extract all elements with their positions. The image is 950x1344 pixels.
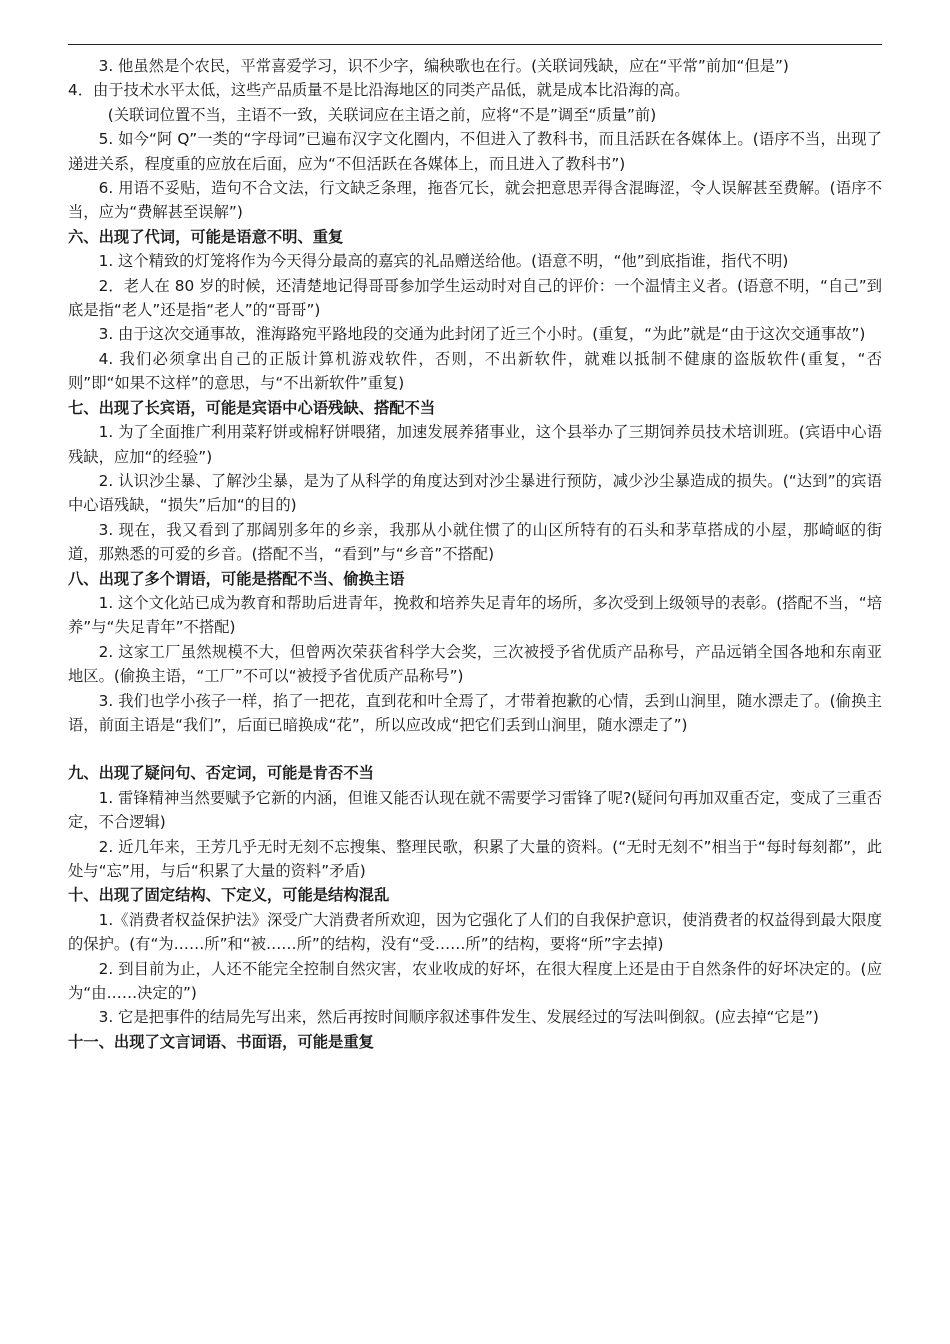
section-heading: 十、出现了固定结构、下定义，可能是结构混乱 bbox=[68, 886, 390, 905]
section-heading: 七、出现了长宾语，可能是宾语中心语残缺、搭配不当 bbox=[68, 398, 436, 417]
example-paragraph: 2. 认识沙尘暴、了解沙尘暴，是为了从科学的角度达到对沙尘暴进行预防，减少沙尘暴造成的损失。(“达到”的宾语中心语残缺，“损失”后加“的目的) bbox=[68, 471, 882, 515]
example-paragraph: 4. 我们必须拿出自己的正版计算机游戏软件，否则，不出新软件，就难以抵制不健康的盗版软件(重复，“否则”即“如果不这样”的意思，与“不出新软件”重复) bbox=[68, 349, 882, 393]
example-paragraph: 3. 由于这次交通事故，淮海路宛平路地段的交通为此封闭了近三个小时。(重复，“为此”就是“由于这次交通事故”) bbox=[98, 325, 866, 344]
section-heading: 九、出现了疑问句、否定词，可能是肯否不当 bbox=[68, 764, 374, 783]
example-note: (关联词位置不当，主语不一致，关联词应在主语之前，应将“不是”调至“质量”前) bbox=[107, 105, 657, 124]
document-body bbox=[68, 54, 882, 1054]
section-heading: 八、出现了多个谓语，可能是搭配不当、偷换主语 bbox=[68, 569, 405, 588]
example-paragraph: 1. 雷锋精神当然要赋予它新的内涵，但谁又能否认现在就不需要学习雷锋了呢?(疑问句再加双重否定，变成了三重否定，不合逻辑) bbox=[68, 788, 882, 832]
top-rule bbox=[68, 44, 882, 45]
example-paragraph: 1. 为了全面推广利用菜籽饼或棉籽饼喂猪，加速发展养猪事业，这个县举办了三期饲养员技术培训班。(宾语中心语残缺，应加“的经验”) bbox=[68, 423, 882, 466]
example-paragraph: 3. 它是把事件的结局先写出来，然后再按时间顺序叙述事件发生、发展经过的写法叫倒叙。(应去掉“它是”) bbox=[98, 1008, 819, 1027]
example-paragraph: 1. 这个精致的灯笼将作为今天得分最高的嘉宾的礼品赠送给他。(语意不明，“他”到底指谁，指代不明) bbox=[98, 252, 789, 271]
blank-line bbox=[68, 737, 882, 761]
example-paragraph: 2．老人在 80 岁的时候，还清楚地记得哥哥参加学生运动时对自己的评价：一个温情主义者。(语意不明，“自己”到底是指“老人”还是指“老人”的“哥哥”) bbox=[68, 276, 882, 320]
section-heading: 六、出现了代词，可能是语意不明、重复 bbox=[68, 227, 344, 246]
example-paragraph: 3. 现在，我又看到了那阔别多年的乡亲，我那从小就住惯了的山区所特有的石头和茅草搭成的小屋，那崎岖的街道，那熟悉的可爱的乡音。(搭配不当，“看到”与“乡音”不搭配) bbox=[68, 520, 882, 564]
example-paragraph: 4．由于技术水平太低，这些产品质量不是比沿海地区的同类产品低，就是成本比沿海的高。 bbox=[68, 81, 690, 100]
example-paragraph: 1. 这个文化站已成为教育和帮助后进青年，挽救和培养失足青年的场所，多次受到上级领导的表彰。(搭配不当，“培养”与“失足青年”不搭配) bbox=[68, 593, 882, 637]
example-paragraph: 3. 我们也学小孩子一样，掐了一把花，直到花和叶全焉了，才带着抱歉的心情，丢到山涧里，随水漂走了。(偷换主语，前面主语是“我们”，后面已暗换成“花”，所以应改成“把它们丢到山涧里，随水漂走了”) bbox=[68, 691, 882, 734]
example-paragraph: 5. 如今“阿 Q”一类的“字母词”已遍布汉字文化圈内，不但进入了教科书，而且活跃在各媒体上。(语序不当，出现了递进关系，程度重的应放在后面，应为“不但活跃在各媒体上，而且进入了教科书”) bbox=[68, 130, 882, 173]
example-paragraph: 1.《消费者权益保护法》深受广大消费者所欢迎，因为它强化了人们的自我保护意识，使消费者的权益得到最大限度的保护。(有“为……所”和“被……所”的结构，没有“受……所”的结构，要将“所”字去掉) bbox=[68, 910, 882, 954]
example-paragraph: 2. 到目前为止，人还不能完全控制自然灾害，农业收成的好坏，在很大程度上还是由于自然条件的好坏决定的。(应为“由……决定的”) bbox=[68, 959, 882, 1003]
example-paragraph: 2. 这家工厂虽然规模不大，但曾两次荣获省科学大会奖，三次被授予省优质产品称号，产品远销全国各地和东南亚地区。(偷换主语，“工厂”不可以“被授予省优质产品称号”) bbox=[68, 642, 882, 686]
example-paragraph: 2. 近几年来，王芳几乎无时无刻不忘搜集、整理民歌，积累了大量的资料。(“无时无刻不”相当于“每时每刻都”，此处与“忘”用，与后“积累了大量的资料”矛盾) bbox=[68, 837, 882, 880]
example-paragraph: 6. 用语不妥贴，造句不合文法，行文缺乏条理，拖沓冗长，就会把意思弄得含混晦涩，令人误解甚至费解。(语序不当，应为“费解甚至误解”) bbox=[68, 179, 882, 222]
section-heading: 十一、出现了文言词语、书面语，可能是重复 bbox=[68, 1032, 374, 1051]
example-paragraph: 3. 他虽然是个农民，平常喜爱学习，识不少字，编秧歌也在行。(关联词残缺，应在“平常”前加“但是”) bbox=[98, 57, 789, 75]
